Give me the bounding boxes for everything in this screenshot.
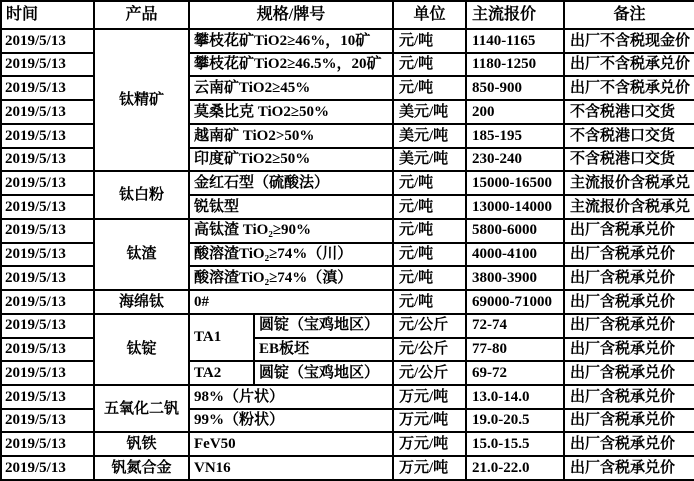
cell-spec: 越南矿 TiO2>50% [189, 124, 393, 148]
col-header-note: 备注 [564, 1, 694, 29]
table-row [1, 29, 694, 53]
cell-product-vanadium-nitrogen-alloy: 钒氮合金 [94, 456, 189, 480]
cell-price: 77-80 [466, 338, 564, 362]
table-row [1, 171, 694, 195]
cell-date: 2019/5/13 [1, 53, 94, 77]
cell-spec: 云南矿TiO2≥45% [189, 76, 393, 100]
table-row [1, 432, 694, 456]
table-row [1, 385, 694, 409]
cell-price: 200 [466, 100, 564, 124]
cell-unit: 美元/吨 [393, 124, 466, 148]
cell-unit: 元/吨 [393, 195, 466, 219]
cell-product-titanium-concentrate: 钛精矿 [94, 29, 189, 171]
cell-unit: 元/吨 [393, 290, 466, 314]
cell-price: 185-195 [466, 124, 564, 148]
table-row [1, 456, 694, 480]
cell-unit: 美元/吨 [393, 148, 466, 172]
cell-price: 15000-16500 [466, 171, 564, 195]
cell-note: 出厂含税承兑价 [564, 338, 694, 362]
cell-price: 1180-1250 [466, 53, 564, 77]
cell-note: 主流报价含税承兑 [564, 195, 694, 219]
cell-spec: 攀枝花矿TiO2≥46.5%，20矿 [189, 53, 393, 77]
cell-note: 出厂含税承兑价 [564, 361, 694, 385]
cell-unit: 元/公斤 [393, 361, 466, 385]
cell-note: 出厂含税承兑价 [564, 385, 694, 409]
cell-date: 2019/5/13 [1, 100, 94, 124]
cell-price: 21.0-22.0 [466, 456, 564, 480]
cell-spec-shape: 圆锭（宝鸡地区） [254, 361, 393, 385]
cell-unit: 元/公斤 [393, 314, 466, 338]
cell-date: 2019/5/13 [1, 124, 94, 148]
cell-unit: 元/吨 [393, 76, 466, 100]
cell-spec: 高钛渣 TiO₂≥90% [189, 219, 393, 243]
col-header-unit: 单位 [393, 1, 466, 29]
cell-product-vanadium-pentoxide: 五氧化二钒 [94, 385, 189, 432]
cell-note: 出厂不含税承兑价 [564, 76, 694, 100]
header-row [1, 1, 694, 29]
col-header-spec: 规格/牌号 [189, 1, 393, 29]
cell-note: 不含税港口交货 [564, 100, 694, 124]
cell-date: 2019/5/13 [1, 432, 94, 456]
cell-date: 2019/5/13 [1, 456, 94, 480]
col-header-time: 时间 [1, 1, 94, 29]
cell-price: 69000-71000 [466, 290, 564, 314]
cell-date: 2019/5/13 [1, 409, 94, 433]
cell-product-titanium-ingot: 钛锭 [94, 314, 189, 385]
col-header-price: 主流报价 [466, 1, 564, 29]
cell-note: 主流报价含税承兑 [564, 171, 694, 195]
cell-unit: 元/吨 [393, 29, 466, 53]
cell-note: 出厂含税承兑价 [564, 432, 694, 456]
cell-date: 2019/5/13 [1, 385, 94, 409]
cell-unit: 元/吨 [393, 171, 466, 195]
table-row [1, 290, 694, 314]
cell-price: 69-72 [466, 361, 564, 385]
cell-date: 2019/5/13 [1, 361, 94, 385]
cell-note: 出厂含税承兑价 [564, 290, 694, 314]
cell-price: 72-74 [466, 314, 564, 338]
cell-date: 2019/5/13 [1, 76, 94, 100]
cell-unit: 万元/吨 [393, 432, 466, 456]
cell-price: 13.0-14.0 [466, 385, 564, 409]
cell-unit: 美元/吨 [393, 100, 466, 124]
cell-date: 2019/5/13 [1, 171, 94, 195]
cell-spec: 98%（片状） [189, 385, 393, 409]
cell-date: 2019/5/13 [1, 314, 94, 338]
cell-spec: 莫桑比克 TiO2≥50% [189, 100, 393, 124]
cell-price: 1140-1165 [466, 29, 564, 53]
cell-spec-shape: 圆锭（宝鸡地区） [254, 314, 393, 338]
cell-spec: 99%（粉状） [189, 409, 393, 433]
cell-note: 不含税港口交货 [564, 124, 694, 148]
cell-product-titanium-dioxide: 钛白粉 [94, 171, 189, 218]
cell-price: 4000-4100 [466, 243, 564, 267]
table-row [1, 314, 694, 338]
cell-note: 出厂含税承兑价 [564, 266, 694, 290]
cell-price: 3800-3900 [466, 266, 564, 290]
cell-spec: 酸溶渣TiO₂≥74%（川） [189, 243, 393, 267]
cell-date: 2019/5/13 [1, 243, 94, 267]
cell-unit: 元/吨 [393, 219, 466, 243]
cell-note: 不含税港口交货 [564, 148, 694, 172]
cell-date: 2019/5/13 [1, 148, 94, 172]
cell-unit: 元/吨 [393, 266, 466, 290]
cell-price: 850-900 [466, 76, 564, 100]
cell-product-titanium-sponge: 海绵钛 [94, 290, 189, 314]
cell-price: 13000-14000 [466, 195, 564, 219]
cell-date: 2019/5/13 [1, 290, 94, 314]
cell-unit: 万元/吨 [393, 456, 466, 480]
cell-product-ferrovanadium: 钒铁 [94, 432, 189, 456]
cell-product-titanium-slag: 钛渣 [94, 219, 189, 290]
cell-spec: VN16 [189, 456, 393, 480]
cell-unit: 元/吨 [393, 53, 466, 77]
cell-unit: 元/公斤 [393, 338, 466, 362]
cell-note: 出厂含税承兑价 [564, 456, 694, 480]
cell-spec: 攀枝花矿TiO2≥46%，10矿 [189, 29, 393, 53]
cell-price: 19.0-20.5 [466, 409, 564, 433]
cell-price: 15.0-15.5 [466, 432, 564, 456]
cell-price: 5800-6000 [466, 219, 564, 243]
cell-note: 出厂不含税现金价 [564, 29, 694, 53]
cell-spec: 0# [189, 290, 393, 314]
cell-date: 2019/5/13 [1, 266, 94, 290]
cell-spec-shape: EB板坯 [254, 338, 393, 362]
cell-date: 2019/5/13 [1, 338, 94, 362]
cell-unit: 万元/吨 [393, 385, 466, 409]
cell-price: 230-240 [466, 148, 564, 172]
cell-note: 出厂不含税承兑价 [564, 53, 694, 77]
cell-unit: 元/吨 [393, 243, 466, 267]
cell-spec-grade: TA1 [189, 314, 254, 361]
table-row [1, 219, 694, 243]
cell-spec: 锐钛型 [189, 195, 393, 219]
cell-date: 2019/5/13 [1, 195, 94, 219]
cell-spec: 印度矿TiO2≥50% [189, 148, 393, 172]
cell-note: 出厂含税承兑价 [564, 314, 694, 338]
cell-spec: FeV50 [189, 432, 393, 456]
cell-spec-grade: TA2 [189, 361, 254, 385]
col-header-product: 产品 [94, 1, 189, 29]
cell-date: 2019/5/13 [1, 219, 94, 243]
cell-spec: 酸溶渣TiO₂≥74%（滇） [189, 266, 393, 290]
cell-note: 出厂含税承兑价 [564, 243, 694, 267]
cell-unit: 万元/吨 [393, 409, 466, 433]
cell-date: 2019/5/13 [1, 29, 94, 53]
cell-note: 出厂含税承兑价 [564, 219, 694, 243]
cell-spec: 金红石型（硫酸法） [189, 171, 393, 195]
cell-note: 出厂含税承兑价 [564, 409, 694, 433]
